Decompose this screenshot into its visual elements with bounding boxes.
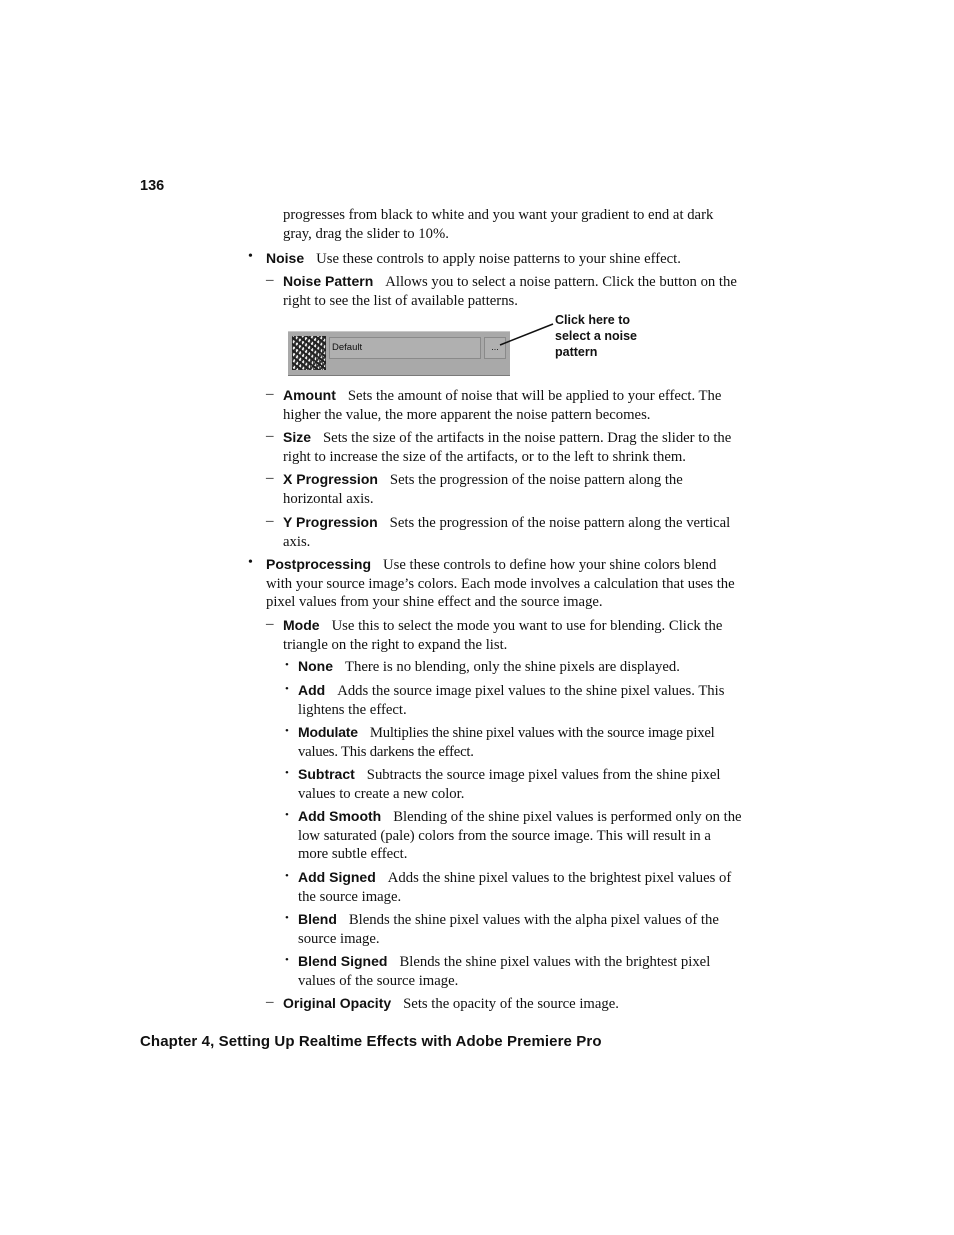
mode-item-term: Add Signed bbox=[298, 869, 376, 885]
noise-pattern-item bbox=[283, 272, 744, 310]
noise-term: Noise bbox=[266, 250, 305, 266]
noise-pattern-value: Default bbox=[332, 342, 363, 353]
x-progression-item bbox=[283, 470, 723, 508]
mode-item-subtract bbox=[298, 765, 744, 803]
chapter-footer: Chapter 4, Setting Up Realtime Effects with Adobe Premiere Pro bbox=[140, 1033, 602, 1050]
mode-item bbox=[283, 616, 744, 654]
mode-item-term: Add bbox=[298, 682, 326, 698]
bullet-icon: • bbox=[248, 555, 253, 570]
dash-icon: – bbox=[266, 428, 274, 444]
noise-desc: Use these controls to apply noise patterns to your shine effect. bbox=[316, 251, 681, 267]
bullet-icon: • bbox=[285, 725, 289, 737]
x-progression-term: X Progression bbox=[283, 471, 378, 487]
amount-term: Amount bbox=[283, 387, 336, 403]
dash-icon: – bbox=[266, 616, 274, 632]
mode-item-desc: Adds the shine pixel values to the brightest pixel values of the source image. bbox=[298, 870, 732, 905]
mode-item-add bbox=[298, 681, 744, 719]
dash-icon: – bbox=[266, 513, 274, 529]
dash-icon: – bbox=[266, 386, 274, 402]
callout-line bbox=[498, 322, 556, 348]
mode-desc: Use this to select the mode you want to use for blending. Click the triangle on the right to expand the list. bbox=[283, 618, 723, 653]
mode-item-desc: There is no blending, only the shine pixels are displayed. bbox=[345, 659, 680, 675]
original-opacity-term: Original Opacity bbox=[283, 995, 392, 1011]
mode-item-term: Add Smooth bbox=[298, 808, 382, 824]
mode-item-term: Blend bbox=[298, 911, 337, 927]
mode-item-desc: Adds the source image pixel values to the shine pixel values. This lightens the effect. bbox=[298, 683, 725, 718]
noise-preview-thumbnail bbox=[292, 336, 326, 370]
noise-pattern-desc: Allows you to select a noise pattern. Click the button on the right to see the list of available patterns. bbox=[283, 274, 737, 309]
bullet-icon: • bbox=[285, 912, 289, 924]
mode-item-desc: Subtracts the source image pixel values from the shine pixel values to create a new color. bbox=[298, 767, 721, 802]
mode-item-add-smooth bbox=[298, 807, 744, 864]
bullet-icon: • bbox=[248, 249, 253, 264]
bullet-icon: • bbox=[285, 683, 289, 695]
amount-desc: Sets the amount of noise that will be applied to your effect. The higher the value, the more apparent the noise pattern becomes. bbox=[283, 388, 722, 423]
x-progression-desc: Sets the progression of the noise pattern along the horizontal axis. bbox=[283, 472, 683, 507]
postprocessing-term: Postprocessing bbox=[266, 556, 372, 572]
mode-item-modulate bbox=[298, 723, 744, 761]
mode-term: Mode bbox=[283, 617, 320, 633]
noise-pattern-term: Noise Pattern bbox=[283, 273, 374, 289]
mode-item-desc: Multiplies the shine pixel values with the source image pixel values. This darkens the effect. bbox=[298, 725, 715, 760]
amount-item bbox=[283, 386, 744, 424]
mode-item-term: Modulate bbox=[298, 724, 358, 740]
noise-pattern-widget bbox=[288, 331, 510, 376]
original-opacity-item bbox=[283, 994, 744, 1014]
bullet-icon: • bbox=[285, 954, 289, 966]
mode-item-term: None bbox=[298, 658, 333, 674]
bullet-icon: • bbox=[285, 809, 289, 821]
bullet-icon: • bbox=[285, 870, 289, 882]
mode-item-term: Blend Signed bbox=[298, 953, 388, 969]
size-item bbox=[283, 428, 744, 466]
original-opacity-desc: Sets the opacity of the source image. bbox=[403, 996, 619, 1012]
intro-paragraph: progresses from black to white and you want your gradient to end at dark gray, drag the slider to 10%. bbox=[283, 207, 714, 242]
y-progression-term: Y Progression bbox=[283, 514, 378, 530]
mode-item-none bbox=[298, 657, 744, 677]
noise-pattern-field[interactable] bbox=[329, 337, 481, 359]
dash-icon: – bbox=[266, 272, 274, 288]
y-progression-desc: Sets the progression of the noise pattern along the vertical axis. bbox=[283, 515, 731, 550]
size-term: Size bbox=[283, 429, 312, 445]
mode-item-desc: Blends the shine pixel values with the brightest pixel values of the source image. bbox=[298, 954, 711, 989]
postprocessing-desc: Use these controls to define how your shine colors blend with your source image’s colors. Each mode involves a calculation that uses the pixel values from your shine effect and the source image. bbox=[266, 557, 735, 611]
size-desc: Sets the size of the artifacts in the noise pattern. Drag the slider to the right to increase the size of the artifacts, or to the left to shrink them. bbox=[283, 430, 732, 465]
bullet-icon: • bbox=[285, 659, 289, 671]
mode-item-add-signed bbox=[298, 868, 744, 906]
callout-label: Click here to select a noise pattern bbox=[555, 313, 637, 359]
mode-item-blend bbox=[298, 910, 744, 948]
dash-icon: – bbox=[266, 470, 274, 486]
mode-item-term: Subtract bbox=[298, 766, 355, 782]
postprocessing-item bbox=[266, 555, 744, 612]
mode-item-blend-signed bbox=[298, 952, 738, 990]
noise-pattern-browse-button[interactable]: ... bbox=[484, 337, 506, 359]
y-progression-item bbox=[283, 513, 744, 551]
page-number: 136 bbox=[140, 178, 165, 194]
mode-item-desc: Blends the shine pixel values with the alpha pixel values of the source image. bbox=[298, 912, 719, 947]
dash-icon: – bbox=[266, 994, 274, 1010]
mode-item-desc: Blending of the shine pixel values is performed only on the low saturated (pale) colors from the source image. This will result in a more subtle effect. bbox=[298, 809, 742, 863]
bullet-icon: • bbox=[285, 767, 289, 779]
noise-item bbox=[266, 249, 744, 269]
